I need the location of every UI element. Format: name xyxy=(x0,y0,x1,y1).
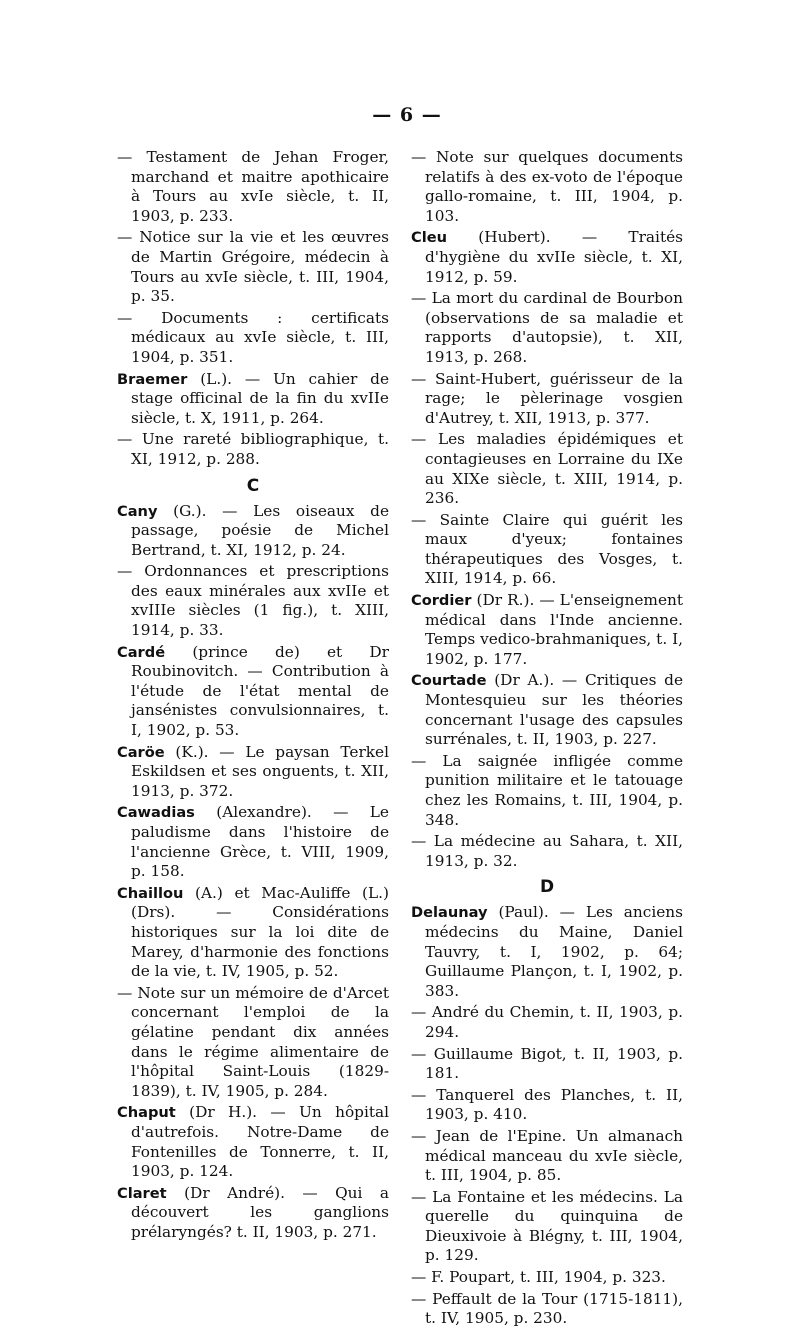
entry-text: — La médecine au Sahara, t. XII, 1913, p. 32. xyxy=(411,832,683,870)
bibliography-entry xyxy=(117,984,389,1102)
entry-text: (L.). — Un cahier de stage officinal de la fin du xvIIe siècle, t. X, 1911, p. 264. xyxy=(131,369,389,427)
entry-text: — André du Chemin, t. II, 1903, p. 294. xyxy=(411,1003,683,1041)
entry-author: Claret xyxy=(117,1184,167,1202)
bibliography-entry xyxy=(411,1290,683,1329)
bibliography-entry xyxy=(117,309,389,368)
entry-text: (Hubert). — Traités d'hygiène du xvIIe siècle, t. XI, 1912, p. 59. xyxy=(425,228,683,286)
entry-text: — Tanquerel des Planches, t. II, 1903, p. 410. xyxy=(411,1085,683,1124)
entry-author: Cardé xyxy=(117,643,166,661)
entry-text: — La mort du cardinal de Bourbon (observations de sa maladie et rapports d'autopsie), t. XII, 1913, p. 268. xyxy=(411,289,683,366)
entry-author: Delaunay xyxy=(411,904,488,922)
entry-text: (G.). — Les oiseaux de passage, poésie de Michel Bertrand, t. XI, 1912, p. 24. xyxy=(131,501,389,559)
entry-text: — La saignée infligée comme punition militaire et le tatouage chez les Romains, t. III, 1904, p. 348. xyxy=(411,751,683,829)
bibliography-entry xyxy=(117,803,389,881)
entry-author: Braemer xyxy=(117,370,188,388)
bibliography-entry xyxy=(117,148,389,226)
right-column xyxy=(411,148,683,1331)
entry-text: — Une rareté bibliographique, t. XI, 1912, p. 288. xyxy=(117,430,389,468)
entry-text: — Les maladies épidémiques et contagieuses en Lorraine du IXe au XIXe siècle, t. XIII, 1914, p. 236. xyxy=(411,430,683,508)
bibliography-entry xyxy=(411,148,683,226)
bibliography-entry xyxy=(411,1045,683,1084)
entry-author: Caröe xyxy=(117,743,165,761)
bibliography-entry xyxy=(411,1003,683,1042)
entry-text: (A.) et Mac-Auliffe (L.) (Drs). — Considérations historiques sur la loi dite de Marey, d'harmonie des fonctions de la vie, t. IV, 1905, p. 52. xyxy=(131,883,389,981)
entry-text: — Peffault de la Tour (1715-1811), t. IV, 1905, p. 230. xyxy=(411,1289,683,1328)
entry-text: — Note sur quelques documents relatifs à des ex-voto de l'époque gallo-romaine, t. III, 1904, p. 103. xyxy=(411,148,683,225)
bibliography-entry xyxy=(117,743,389,802)
bibliography-entry xyxy=(117,1184,389,1243)
entry-text: (K.). — Le paysan Terkel Eskildsen et ses onguents, t. XII, 1913, p. 372. xyxy=(131,742,389,800)
bibliography-entry xyxy=(117,228,389,306)
bibliography-entry xyxy=(117,430,389,469)
entry-text: (prince de) et Dr Roubinovitch. — Contribution à l'étude de l'état mental de jansénistes convulsionnaires, t. I, 1902, p. 53. xyxy=(131,642,389,740)
entry-text: — Note sur un mémoire de d'Arcet concernant l'emploi de la gélatine pendant dix années dans le régime alimentaire de l'hôpital Saint-Louis (1829-1839), t. IV, 1905, p. 284. xyxy=(117,983,389,1100)
bibliography-entry xyxy=(411,752,683,830)
bibliography-entry xyxy=(117,884,389,982)
entry-text: (Paul). — Les anciens médecins du Maine, Daniel Tauvry, t. I, 1902, p. 64; Guillaume Plançon, t. I, 1902, p. 383. xyxy=(425,903,683,1000)
entry-text: (Dr André). — Qui a découvert les ganglions prélaryngés? t. II, 1903, p. 271. xyxy=(131,1183,389,1241)
entry-text: — Saint-Hubert, guérisseur de la rage; le pèlerinage vosgien d'Autrey, t. XII, 1913, p. 377. xyxy=(411,369,683,427)
entry-text: — F. Poupart, t. III, 1904, p. 323. xyxy=(411,1268,666,1287)
entry-text: — Sainte Claire qui guérit les maux d'yeux; fontaines thérapeutiques des Vosges, t. XIII, 1914, p. 66. xyxy=(411,510,683,588)
bibliography-entry xyxy=(411,228,683,287)
entry-author: Cawadias xyxy=(117,804,195,822)
bibliography-entry xyxy=(117,643,389,741)
page-number: — 6 — xyxy=(372,104,442,126)
bibliography-entry xyxy=(117,562,389,640)
entry-text: — Jean de l'Epine. Un almanach médical manceau du xvIe siècle, t. III, 1904, p. 85. xyxy=(411,1126,683,1185)
bibliography-entry xyxy=(117,1103,389,1181)
bibliography-entry xyxy=(411,1127,683,1186)
section-letter: D xyxy=(539,877,555,898)
section-letter: C xyxy=(246,475,260,496)
entry-text: — Documents : certificats médicaux au xvIe siècle, t. III, 1904, p. 351. xyxy=(117,308,389,366)
entry-author: Courtade xyxy=(411,672,487,690)
bibliography-entry xyxy=(411,1188,683,1266)
bibliography-entry xyxy=(411,511,683,589)
bibliography-entry xyxy=(411,370,683,429)
bibliography-entry xyxy=(411,832,683,871)
entry-author: Chaillou xyxy=(117,884,184,902)
bibliography-entry xyxy=(117,370,389,429)
bibliography-entry xyxy=(411,671,683,749)
bibliography-entry xyxy=(411,430,683,508)
entry-text: (Dr A.). — Critiques de Montesquieu sur les théories concernant l'usage des capsules surrénales, t. II, 1903, p. 227. xyxy=(425,671,683,749)
bibliography-entry xyxy=(411,1268,683,1288)
bibliography-entry xyxy=(411,903,683,1001)
entry-author: Chaput xyxy=(117,1104,176,1122)
entry-text: — Guillaume Bigot, t. II, 1903, p. 181. xyxy=(411,1044,683,1083)
left-column xyxy=(117,148,389,1244)
entry-text: — Notice sur la vie et les œuvres de Martin Grégoire, médecin à Tours au xvIe siècle, t. III, 1904, p. 35. xyxy=(117,228,389,306)
entry-author: Cleu xyxy=(411,229,447,247)
bibliography-entry xyxy=(411,591,683,669)
bibliography-entry xyxy=(411,289,683,367)
entry-text: (Dr H.). — Un hôpital d'autrefois. Notre-Dame de Fontenilles de Tonnerre, t. II, 1903, p. 124. xyxy=(131,1103,389,1181)
entry-text: — Ordonnances et prescriptions des eaux minérales aux xvIIe et xvIIIe siècles (1 fig.), t. XIII, 1914, p. 33. xyxy=(117,562,389,640)
entry-text: (Dr R.). — L'enseignement médical dans l'Inde ancienne. Temps vedico-brahmaniques, t. I, 1902, p. 177. xyxy=(425,591,683,668)
entry-text: — Testament de Jehan Froger, marchand et maitre apothicaire à Tours au xvIe siècle, t. II, 1903, p. 233. xyxy=(117,148,389,225)
entry-text: — La Fontaine et les médecins. La querelle du quinquina de Dieuxivoie à Blégny, t. III, 1904, p. 129. xyxy=(411,1187,683,1265)
entry-text: (Alexandre). — Le paludisme dans l'histoire de l'ancienne Grèce, t. VIII, 1909, p. 158. xyxy=(131,803,389,881)
entry-author: Cany xyxy=(117,502,158,520)
bibliography-entry xyxy=(117,502,389,561)
bibliography-entry xyxy=(411,1086,683,1125)
entry-author: Cordier xyxy=(411,592,472,610)
